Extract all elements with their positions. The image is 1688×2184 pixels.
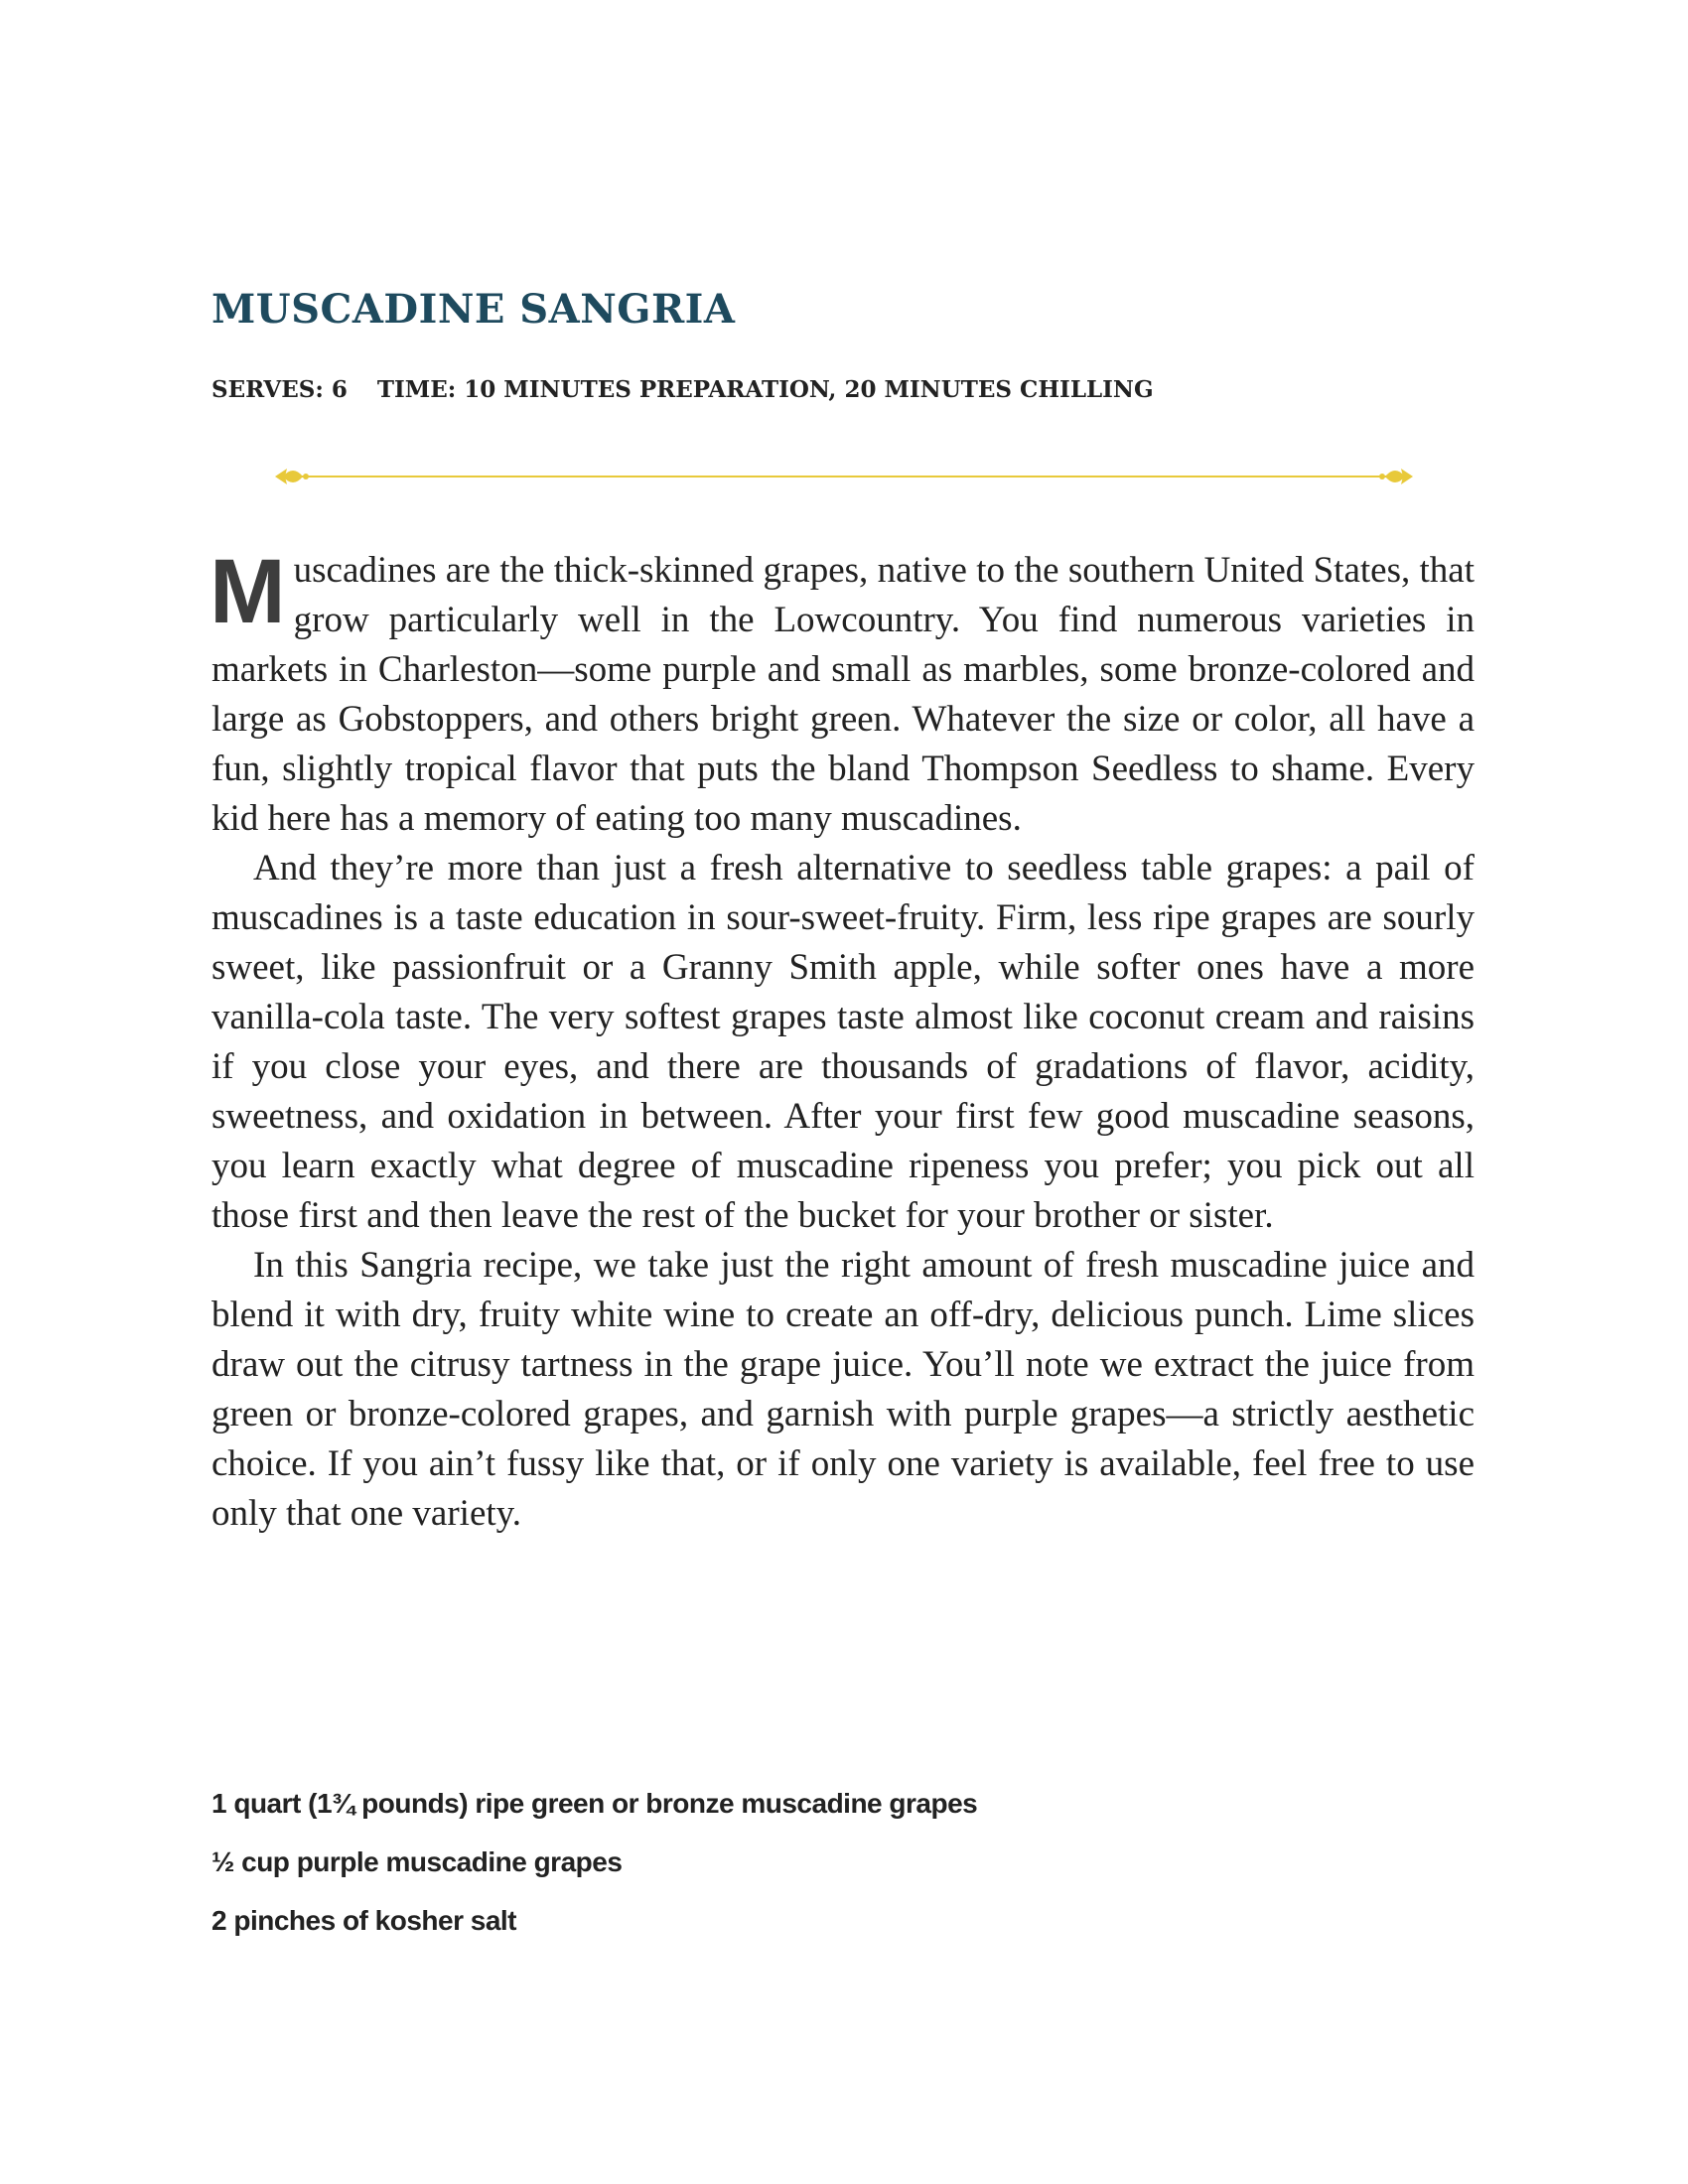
ingredient-item: 1 quart (1¾ pounds) ripe green or bronze muscadine grapes xyxy=(211,1788,978,1819)
divider-ornament xyxy=(273,460,1415,493)
time-label: TIME: 10 MINUTES PREPARATION, 20 MINUTES CHILLING xyxy=(376,376,1154,403)
ingredient-item: 2 pinches of kosher salt xyxy=(211,1905,516,1936)
recipe-title: MUSCADINE SANGRIA xyxy=(211,286,736,333)
serves-label: SERVES: 6 xyxy=(211,376,348,403)
intro-paragraph-1 xyxy=(210,541,1475,844)
intro-paragraph-2: And they’re more than just a fresh alternative to seedless table grapes: a pail of muscadines is a taste education in sour-sweet-fruity. Firm, less ripe grapes are sourly sweet, like passionfruit or a Granny Smith apple, while softer ones have a more vanilla-cola taste. The very softest grapes taste almost like coconut cream and raisins if you close your eyes, and there are thousands of gradations of flavor, acidity, sweetness, and oxidation in between. After your first few good muscadine seasons, you learn exactly what degree of muscadine ripeness you prefer; you pick out all those first and then leave the rest of the bucket for your brother or sister. xyxy=(211,848,1475,1236)
ornament-left-flourish xyxy=(275,469,309,484)
drop-cap: M xyxy=(210,541,286,642)
ingredient-list xyxy=(211,1787,977,1963)
recipe-meta xyxy=(211,376,1154,403)
intro-text xyxy=(210,541,1475,1539)
intro-paragraph-3: In this Sangria recipe, we take just the right amount of fresh muscadine juice and blend it with dry, fruity white wine to create an off-dry, delicious punch. Lime slices draw out the citrusy tartness in the grape juice. You’ll note we extract the juice from green or bronze-colored grapes, and garnish with purple grapes—a strictly aesthetic choice. If you ain’t fussy like that, or if only one variety is available, feel free to use only that one variety. xyxy=(211,1245,1475,1534)
ornament-right-flourish xyxy=(1379,469,1413,484)
ingredient-item: ½ cup purple muscadine grapes xyxy=(211,1846,623,1877)
intro-paragraph-1-text: uscadines are the thick-skinned grapes, native to the southern United States, that grow particularly well in the Lowcountry. You find numerous varieties in markets in Charleston—some purple and small as marbles, some bronze-colored and large as Gobstoppers, and others bright green. Whatever the size or color, all have a fun, slightly tropical flavor that puts the bland Thompson Seedless to shame. Every kid here has a memory of eating too many muscadines. xyxy=(211,550,1475,839)
